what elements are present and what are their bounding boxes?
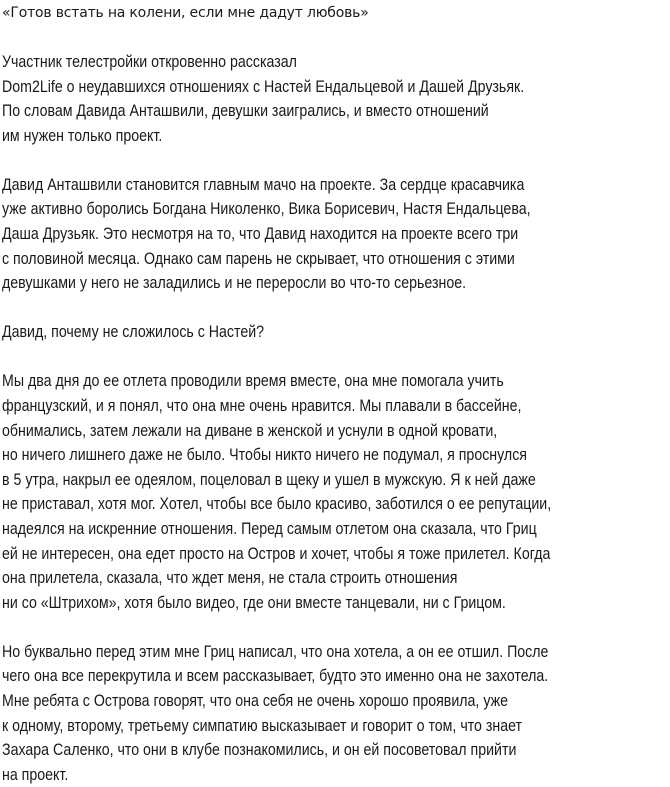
text-line: надеялся на искренние отношения. Перед самым отлетом она сказала, что Гриц	[2, 520, 537, 538]
text-line: Мне ребята с Острова говорят, что она себя не очень хорошо проявила, уже	[2, 692, 508, 711]
text-line: с половиной месяца. Однако сам парень не скрывает, что отношения с этими	[2, 249, 515, 268]
text-line: она прилетела, сказала, что ждет меня, не стала строить отношения	[2, 569, 458, 588]
text-line: Захара Саленко, что они в клубе познакомились, и он ей посоветовал прийти	[2, 741, 517, 760]
text-line: ей не интересен, она едет просто на Остров и хочет, чтобы я тоже прилетел. Когда	[2, 544, 551, 563]
text-line: уже активно боролись Богдана Николенко, Вика Борисевич, Настя Ендальцева,	[2, 200, 531, 219]
text-line: Dom2Life о неудавшихся отношениях с Настей Ендальцевой и Дашей Друзьяк.	[2, 77, 525, 96]
paragraph-intro	[2, 50, 670, 148]
text-line: чего она все перекрутила и всем рассказывает, будто это именно она не захотела.	[2, 667, 549, 686]
text-line: Даша Друзьяк. Это несмотря на то, что Давид находится на проекте всего три	[2, 225, 519, 244]
text-line: По словам Давида Анташвили, девушки заигрались, и вместо отношений	[2, 102, 489, 121]
text-line: им нужен только проект.	[2, 126, 163, 145]
text-line: ни со «Штрихом», хотя было видео, где они вместе танцевали, ни с Грицом.	[2, 593, 506, 612]
text-line: не приставал, хотя мог. Хотел, чтобы все было красиво, заботился о ее репутации,	[2, 495, 552, 514]
text-line: Но буквально перед этим мне Гриц написал, что она хотела, а он ее отшил. После	[2, 642, 549, 661]
text-line: на проект.	[2, 765, 69, 784]
text-line: Участник телестройки откровенно рассказал	[2, 53, 297, 71]
text-line: Мы два дня до ее отлета проводили время вместе, она мне помогала учить	[2, 372, 504, 391]
text-line: но ничего лишнего даже не было. Чтобы никто ничего не подумал, я проснулся	[2, 446, 527, 465]
text-line: Давид, почему не сложилось с Настей?	[2, 323, 265, 342]
paragraph-answer-2	[2, 640, 670, 787]
paragraph-background	[2, 173, 670, 296]
paragraph-question	[2, 320, 670, 345]
paragraph-answer-1	[2, 369, 670, 615]
text-line: в 5 утра, накрыл ее одеялом, поцеловал в щеку и ушел в мужскую. Я к ней даже	[2, 470, 536, 489]
article-title: «Готов встать на колени, если мне дадут любовь»	[2, 5, 369, 21]
text-line: к одному, второму, третьему симпатию высказывает и говорит о том, что знает	[2, 716, 523, 735]
text-line: французский, и я понял, что она мне очень нравится. Мы плавали в бассейне,	[2, 397, 522, 416]
text-line: обнимались, затем лежали на диване в женской и уснули в одной кровати,	[2, 421, 498, 440]
text-line: девушками у него не заладились и не переросли во что-то серьезное.	[2, 274, 467, 293]
text-line: Давид Анташвили становится главным мачо на проекте. За сердце красавчика	[2, 175, 525, 194]
